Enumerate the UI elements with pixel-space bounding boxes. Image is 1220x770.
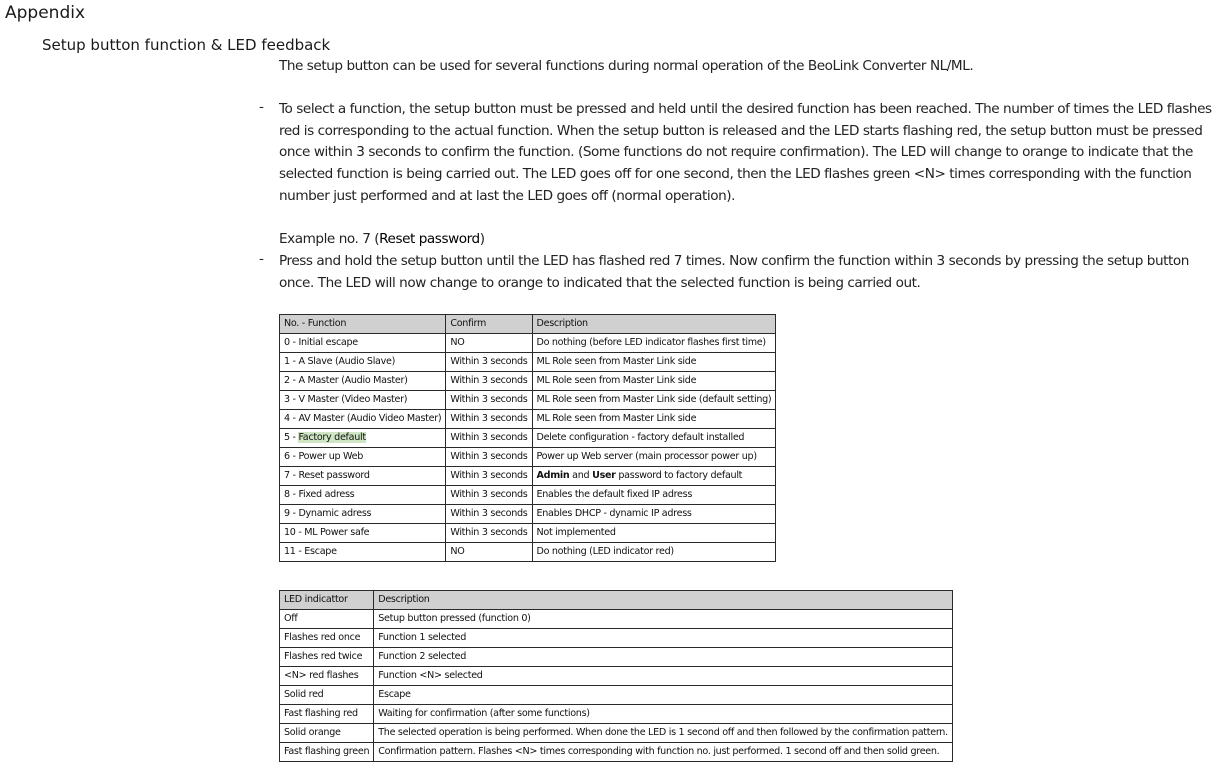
column-header: Description xyxy=(532,315,776,334)
table-cell: Solid orange xyxy=(280,724,374,743)
table-cell: Not implemented xyxy=(532,524,776,543)
example-name: Reset password xyxy=(379,231,480,247)
table-cell: Flashes red once xyxy=(280,629,374,648)
table-header-row xyxy=(280,591,953,610)
table-row xyxy=(280,334,776,353)
table-cell: 10 - ML Power safe xyxy=(280,524,446,543)
table-row xyxy=(280,667,953,686)
bold-text: User xyxy=(592,470,616,481)
column-header: LED indicattor xyxy=(280,591,374,610)
text-line: selected function is being carried out. The LED goes off for one second, then the LED flashes green <N> times corresponding with the function xyxy=(279,166,1192,183)
example-suffix: ) xyxy=(479,231,485,247)
table-cell: 8 - Fixed adress xyxy=(280,486,446,505)
table-row xyxy=(280,524,776,543)
instructions-paragraph xyxy=(279,99,1217,208)
table-row xyxy=(280,429,776,448)
table-cell: Within 3 seconds xyxy=(446,391,532,410)
table-cell: Enables DHCP - dynamic IP adress xyxy=(532,505,776,524)
table-row xyxy=(280,629,953,648)
table-cell: NO xyxy=(446,334,532,353)
table-cell: Within 3 seconds xyxy=(446,353,532,372)
table-cell: Within 3 seconds xyxy=(446,486,532,505)
table-cell: ML Role seen from Master Link side xyxy=(532,353,776,372)
table-cell: <N> red flashes xyxy=(280,667,374,686)
table-row xyxy=(280,467,776,486)
table-row xyxy=(280,686,953,705)
column-header: Description xyxy=(374,591,953,610)
table-row xyxy=(280,372,776,391)
table-cell: 6 - Power up Web xyxy=(280,448,446,467)
table-cell: Do nothing (LED indicator red) xyxy=(532,543,776,562)
table-cell: 3 - V Master (Video Master) xyxy=(280,391,446,410)
table-cell: Enables the default fixed IP adress xyxy=(532,486,776,505)
led-indicator-table xyxy=(279,590,953,762)
table-cell: Solid red xyxy=(280,686,374,705)
table-cell: 1 - A Slave (Audio Slave) xyxy=(280,353,446,372)
table-cell: Off xyxy=(280,610,374,629)
text-line: To select a function, the setup button must be pressed and held until the desired function has been reached. The number of times the LED flashes xyxy=(279,101,1212,117)
table-cell: Flashes red twice xyxy=(280,648,374,667)
table-row xyxy=(280,705,953,724)
table-cell: ML Role seen from Master Link side xyxy=(532,372,776,391)
text-line: once within 3 seconds to confirm the function. (Some functions do not require confirmation). The LED will change to orange to indicate that the xyxy=(279,144,1193,161)
text-line: once. The LED will now change to orange to indicated that the selected function is being carried out. xyxy=(279,274,921,291)
table-cell: Function <N> selected xyxy=(374,667,953,686)
example-heading xyxy=(279,229,1217,251)
table-cell: Do nothing (before LED indicator flashes first time) xyxy=(532,334,776,353)
table-cell: Delete configuration - factory default installed xyxy=(532,429,776,448)
bullet-dash: - xyxy=(259,251,264,267)
table-cell: Function 1 selected xyxy=(374,629,953,648)
table-cell: 0 - Initial escape xyxy=(280,334,446,353)
table-row xyxy=(280,353,776,372)
intro-paragraph: The setup button can be used for several functions during normal operation of the BeoLink Converter NL/ML. xyxy=(279,58,974,74)
example-paragraph xyxy=(279,251,1217,294)
table-cell: Within 3 seconds xyxy=(446,429,532,448)
text-line: Press and hold the setup button until the LED has flashed red 7 times. Now confirm the function within 3 seconds by pressing the setup button xyxy=(279,253,1189,269)
cell-text: and xyxy=(569,470,593,481)
table-row xyxy=(280,505,776,524)
bullet-dash: - xyxy=(259,99,264,115)
table-cell xyxy=(280,429,446,448)
table-row xyxy=(280,486,776,505)
table-row xyxy=(280,724,953,743)
table-cell: Waiting for confirmation (after some functions) xyxy=(374,705,953,724)
table-cell: Escape xyxy=(374,686,953,705)
text-line: number just performed and at last the LED goes off (normal operation). xyxy=(279,187,735,204)
table-cell: 2 - A Master (Audio Master) xyxy=(280,372,446,391)
table-cell: The selected operation is being performed. When done the LED is 1 second off and then followed by the confirmation pattern. xyxy=(374,724,953,743)
cell-text: password to factory default xyxy=(615,470,743,481)
table-cell: ML Role seen from Master Link side xyxy=(532,410,776,429)
text-line: red is corresponding to the actual function. When the setup button is released and the LED starts flashing red, the setup button must be pressed xyxy=(279,122,1203,139)
bold-text: Admin xyxy=(536,470,570,481)
highlighted-text: Factory default xyxy=(298,432,366,443)
table-cell: 9 - Dynamic adress xyxy=(280,505,446,524)
table-row xyxy=(280,543,776,562)
example-prefix: Example no. 7 ( xyxy=(279,231,380,247)
column-header: Confirm xyxy=(446,315,532,334)
row-number: 5 - xyxy=(284,432,299,443)
table-row xyxy=(280,743,953,762)
table-header-row xyxy=(280,315,776,334)
table-row xyxy=(280,648,953,667)
table-row xyxy=(280,448,776,467)
table-cell: Within 3 seconds xyxy=(446,410,532,429)
section-heading: Setup button function & LED feedback xyxy=(42,36,331,54)
table-cell: ML Role seen from Master Link side (default setting) xyxy=(532,391,776,410)
table-cell: Power up Web server (main processor power up) xyxy=(532,448,776,467)
function-table xyxy=(279,314,776,562)
column-header: No. - Function xyxy=(280,315,446,334)
table-cell xyxy=(532,467,776,486)
table-row xyxy=(280,391,776,410)
table-cell: 4 - AV Master (Audio Video Master) xyxy=(280,410,446,429)
table-cell: Within 3 seconds xyxy=(446,448,532,467)
table-cell: 11 - Escape xyxy=(280,543,446,562)
table-cell: Fast flashing green xyxy=(280,743,374,762)
table-cell: Within 3 seconds xyxy=(446,467,532,486)
table-row xyxy=(280,610,953,629)
table-cell: Function 2 selected xyxy=(374,648,953,667)
table-cell: Within 3 seconds xyxy=(446,505,532,524)
table-cell: Confirmation pattern. Flashes <N> times corresponding with function no. just performed. 1 second off and then solid green. xyxy=(374,743,953,762)
appendix-heading: Appendix xyxy=(5,3,86,23)
table-cell: Setup button pressed (function 0) xyxy=(374,610,953,629)
table-row xyxy=(280,410,776,429)
table-cell: Fast flashing red xyxy=(280,705,374,724)
table-cell: Within 3 seconds xyxy=(446,372,532,391)
table-cell: 7 - Reset password xyxy=(280,467,446,486)
table-cell: Within 3 seconds xyxy=(446,524,532,543)
table-cell: NO xyxy=(446,543,532,562)
